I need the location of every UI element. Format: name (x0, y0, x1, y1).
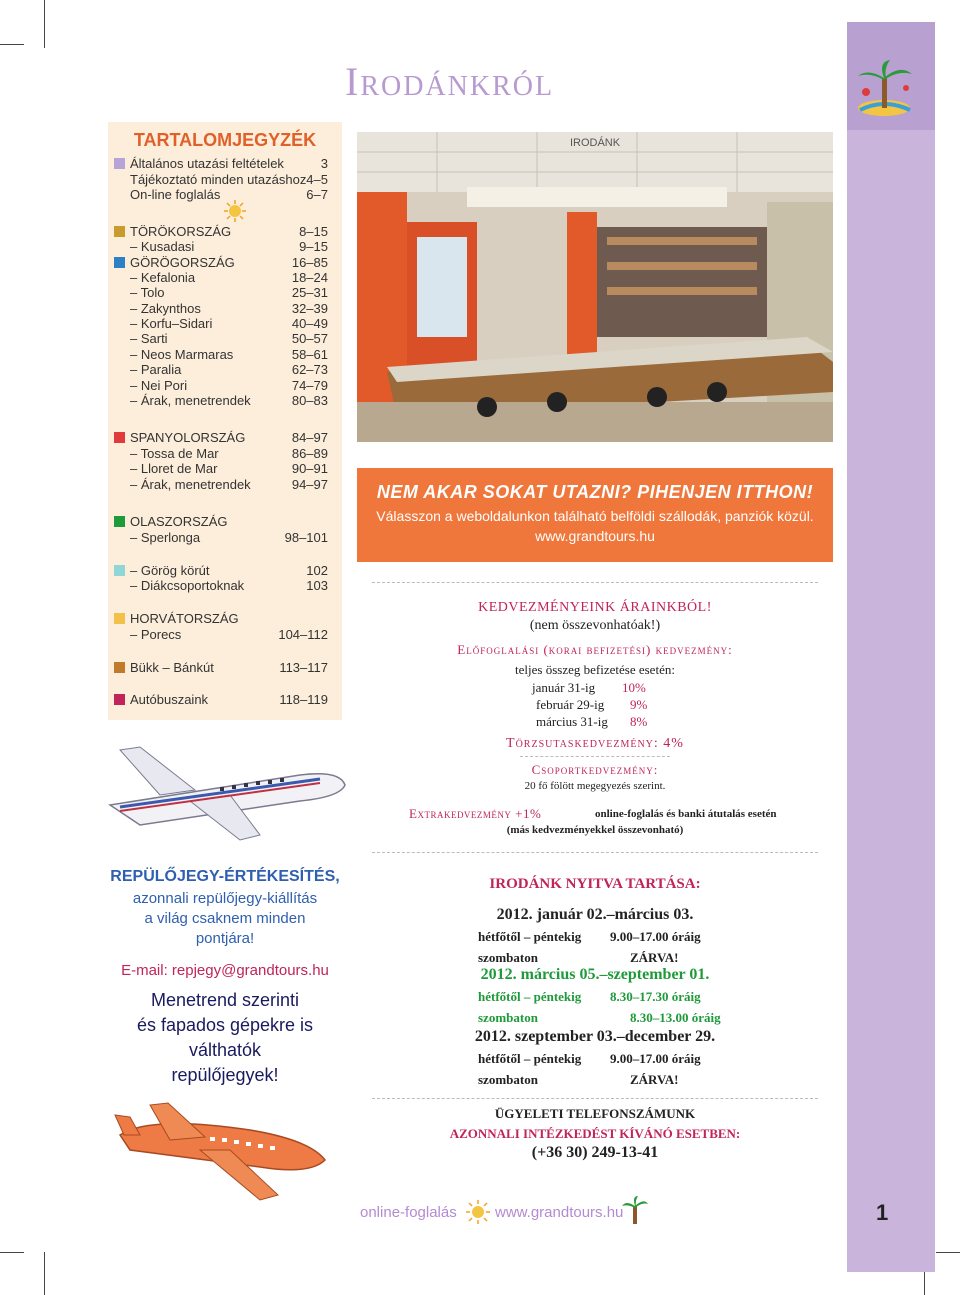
toc-item[interactable] (114, 331, 336, 346)
saturday-hours: ZÁRVA! (630, 1072, 679, 1087)
sun-icon (466, 1200, 490, 1224)
crop-mark (44, 0, 45, 48)
palm-icon (622, 1196, 648, 1226)
saturday-hours: 8.30–13.00 óráig (630, 1010, 721, 1025)
hours-range: 2012. március 05.–szeptember 01. (480, 966, 710, 983)
toc-item[interactable] (114, 461, 336, 476)
toc-color-square (114, 257, 125, 268)
toc-item-pages: 118–119 (279, 692, 328, 707)
flight-line: a világ csaknem minden (144, 910, 306, 927)
toc-color-square (114, 662, 125, 673)
hours-range: 2012. szeptember 03.–december 29. (474, 1028, 716, 1045)
flight-heading: REPÜLŐJEGY-ÉRTÉKESÍTÉS, (110, 868, 340, 885)
toc-item-label: – Tolo (130, 285, 165, 300)
toc-item-pages: 50–57 (291, 331, 328, 346)
toc-item[interactable] (114, 477, 336, 492)
crop-mark (0, 44, 24, 45)
extra-discount-text: online-foglalás és banki átutalás esetén (595, 808, 777, 820)
toc-item-label: – Tossa de Mar (130, 446, 219, 461)
hours-heading: IRODÁNK NYITVA TARTÁSA: (489, 876, 701, 892)
toc-item[interactable] (114, 514, 336, 529)
toc-color-square (114, 158, 125, 169)
page-number: 1 (876, 1200, 889, 1225)
toc-item-label: – Kefalonia (130, 270, 196, 285)
divider (372, 852, 818, 853)
weekday-hours: 9.00–17.00 óráig (610, 1051, 701, 1066)
toc-color-square (114, 226, 125, 237)
toc-item-pages: 62–73 (291, 362, 328, 377)
promo-banner (357, 468, 833, 562)
toc-item[interactable] (114, 430, 336, 445)
toc-item-label: Bükk – Bánkút (130, 660, 214, 675)
toc-item[interactable] (114, 578, 336, 593)
toc-color-square (114, 613, 125, 624)
discount-note: (nem összevonhatóak!) (529, 618, 661, 633)
weekday-hours: 9.00–17.00 óráig (610, 929, 701, 944)
loyalty-discount: Törzsutaskedvezmény: 4% (506, 736, 684, 751)
footer-url[interactable]: www.grandtours.hu (495, 1204, 624, 1221)
palm-logo-icon (850, 58, 920, 122)
orange-airplane-icon (110, 1095, 340, 1205)
toc-item-label: – Görög körút (130, 563, 210, 578)
toc-item[interactable] (114, 255, 336, 270)
divider (372, 1098, 818, 1099)
toc-title: TARTALOMJEGYZÉK (133, 130, 317, 150)
toc-item-pages: 9–15 (299, 239, 328, 254)
toc-item-pages: 40–49 (291, 316, 328, 331)
toc-item[interactable] (114, 611, 336, 626)
toc-item-label: Autóbuszaink (130, 692, 209, 707)
early-pct: 8% (630, 714, 648, 729)
page-title: Irodánkról (345, 59, 555, 104)
toc-item-label: OLASZORSZÁG (130, 514, 228, 529)
photo-caption: IRODÁNK (569, 137, 621, 149)
promo-url[interactable]: www.grandtours.hu (535, 528, 655, 544)
toc-item[interactable] (114, 660, 336, 675)
toc-item-label: Tájékoztató minden utazáshoz (130, 172, 307, 187)
toc-item-label: TÖRÖKORSZÁG (130, 224, 232, 239)
toc-item[interactable] (114, 446, 336, 461)
early-row: március 31-ig (536, 714, 608, 729)
toc-item-label: – Sarti (130, 331, 168, 346)
toc-item[interactable] (114, 627, 336, 642)
toc-item-label: GÖRÖGORSZÁG (130, 255, 235, 270)
toc-item[interactable] (114, 224, 336, 239)
duty-phone[interactable]: (+36 30) 249-13-41 (531, 1144, 659, 1161)
toc-item-label: – Porecs (130, 627, 182, 642)
toc-color-square (114, 694, 125, 705)
promo-heading: NEM AKAR SOKAT UTAZNI? PIHENJEN ITTHON! (376, 482, 814, 502)
toc-item-pages: 58–61 (291, 347, 328, 362)
toc-item-pages: 113–117 (279, 660, 328, 675)
early-row: január 31-ig (532, 680, 596, 695)
toc-item-pages: 103 (306, 578, 328, 593)
flight-tagline: repülőjegyek! (171, 1065, 279, 1085)
toc-item[interactable] (114, 378, 336, 393)
discount-heading: KEDVEZMÉNYEINK ÁRAINKBÓL! (478, 600, 712, 615)
toc-item-pages: 80–83 (291, 393, 328, 408)
toc-item-label: – Árak, menetrendek (130, 477, 251, 492)
toc-item-label: – Neos Marmaras (130, 347, 234, 362)
toc-item-pages: 90–91 (291, 461, 328, 476)
group-discount-text: 20 fő fölött megegyezés szerint. (524, 780, 666, 792)
toc-item-pages: 74–79 (291, 378, 328, 393)
toc-item-pages: 8–15 (299, 224, 328, 239)
toc-item-pages: 84–97 (291, 430, 328, 445)
toc-item-label: – Árak, menetrendek (130, 393, 251, 408)
toc-item[interactable] (114, 156, 336, 171)
promo-text: Válasszon a weboldalunkon található belföldi szállodák, panziók közül. (376, 508, 814, 524)
divider (520, 756, 670, 757)
toc-item[interactable] (114, 270, 336, 285)
extra-discount-label: Extrakedvezmény +1% (409, 806, 542, 821)
flight-tagline: válthatók (188, 1040, 262, 1060)
flight-line: azonnali repülőjegy-kiállítás (132, 890, 318, 907)
group-discount-heading: Csoportkedvezmény: (531, 762, 659, 777)
toc-color-square (114, 565, 125, 576)
toc-item-label: – Kusadasi (130, 239, 195, 254)
toc-item-label: – Lloret de Mar (130, 461, 218, 476)
toc-item-pages: 86–89 (291, 446, 328, 461)
flight-tagline: Menetrend szerinti (150, 990, 300, 1010)
early-row: február 29-ig (536, 697, 605, 712)
early-booking-heading: Előfoglalási (korai befizetési) kedvezmény: (457, 642, 733, 657)
weekday-label: hétfőtől – péntekig (478, 1051, 582, 1066)
toc-item-label: – Korfu–Sidari (130, 316, 213, 331)
crop-mark (936, 1252, 960, 1253)
crop-mark (44, 1252, 45, 1295)
toc-item[interactable] (114, 692, 336, 707)
early-pct: 10% (622, 680, 646, 695)
toc-item[interactable] (114, 362, 336, 377)
toc-item[interactable] (114, 285, 336, 300)
toc-item-pages: 18–24 (291, 270, 328, 285)
extra-discount-note: (más kedvezményekkel összevonható) (506, 824, 684, 836)
saturday-label: szombaton (478, 950, 538, 965)
duty-line2: AZONNALI INTÉZKEDÉST KÍVÁNÓ ESETBEN: (449, 1126, 741, 1141)
sun-icon (224, 200, 246, 222)
toc-item-pages: 6–7 (306, 187, 328, 202)
side-bar-inner (847, 130, 935, 1272)
airplane-icon (100, 735, 350, 845)
toc-item[interactable] (114, 530, 336, 545)
toc-item-pages: 32–39 (291, 301, 328, 316)
toc-item-pages: 3 (320, 156, 328, 171)
toc-item-label: – Paralia (130, 362, 182, 377)
toc-item-pages: 4–5 (306, 172, 328, 187)
saturday-label: szombaton (478, 1072, 538, 1087)
toc-item-pages: 104–112 (278, 627, 328, 642)
toc-item[interactable] (114, 347, 336, 362)
divider (372, 582, 818, 583)
toc-color-square (114, 516, 125, 527)
toc-item-label: SPANYOLORSZÁG (130, 430, 246, 445)
flight-line: pontjára! (195, 930, 255, 947)
weekday-hours: 8.30–17.30 óráig (610, 989, 701, 1004)
saturday-label: szombaton (478, 1010, 538, 1025)
saturday-hours: ZÁRVA! (630, 950, 679, 965)
toc-item[interactable] (114, 172, 336, 187)
toc-item-label: – Diákcsoportoknak (130, 578, 245, 593)
early-pct: 9% (630, 697, 648, 712)
duty-line1: ÜGYELETI TELEFONSZÁMUNK (494, 1106, 696, 1121)
toc-item[interactable] (114, 239, 336, 254)
toc-item-pages: 94–97 (291, 477, 328, 492)
toc-item[interactable] (114, 563, 336, 578)
toc-item-label: HORVÁTORSZÁG (130, 611, 239, 626)
toc-item-label: Általános utazási feltételek (130, 156, 284, 171)
crop-mark (0, 1252, 24, 1253)
toc-item-label: – Zakynthos (130, 301, 201, 316)
toc-item[interactable] (114, 393, 336, 408)
footer-online[interactable]: online-foglalás (360, 1204, 457, 1221)
early-booking-sub: teljes összeg befizetése esetén: (515, 662, 675, 677)
toc-item[interactable] (114, 301, 336, 316)
office-photo (357, 132, 833, 442)
weekday-label: hétfőtől – péntekig (478, 929, 582, 944)
toc-item-label: – Nei Pori (130, 378, 188, 393)
toc-item[interactable] (114, 316, 336, 331)
flight-email[interactable]: E-mail: repjegy@grandtours.hu (121, 962, 329, 979)
toc-item-pages: 25–31 (291, 285, 328, 300)
hours-range: 2012. január 02.–március 03. (496, 906, 694, 923)
toc-item-label: On-line foglalás (130, 187, 221, 202)
toc-item-pages: 102 (306, 563, 328, 578)
flight-tagline: és fapados gépekre is (136, 1015, 314, 1035)
weekday-label: hétfőtől – péntekig (478, 989, 582, 1004)
toc-item-label: – Sperlonga (130, 530, 201, 545)
toc-item-pages: 98–101 (284, 530, 328, 545)
toc-item-pages: 16–85 (291, 255, 328, 270)
toc-color-square (114, 432, 125, 443)
